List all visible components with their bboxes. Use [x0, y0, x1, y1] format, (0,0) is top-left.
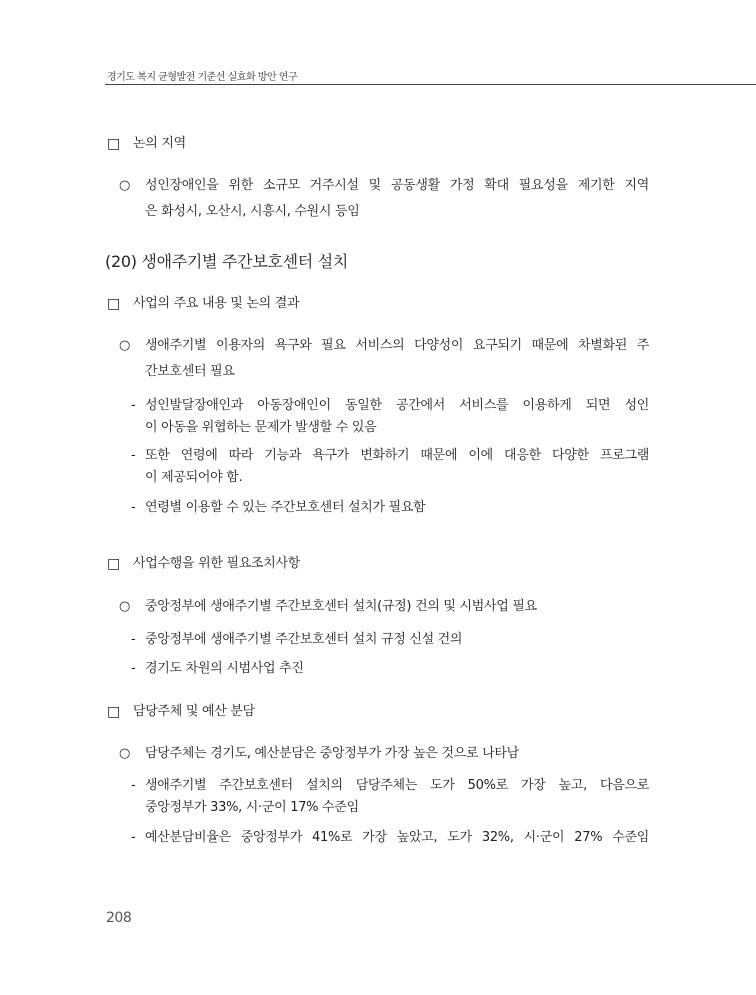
responsibility-sub1-line2: 중앙정부가 33%, 시·군이 17% 수준임: [145, 800, 359, 815]
main-content-sub1-line2: 이 아동을 위협하는 문제가 발생할 수 있음: [145, 420, 377, 435]
responsibility-text: 담당주체는 경기도, 예산분담은 중앙정부가 가장 높은 것으로 나타남: [145, 746, 519, 761]
square-bullet-icon: □: [107, 136, 121, 152]
square-bullet-icon: □: [107, 556, 121, 572]
required-measures-sub2: 경기도 차원의 시범사업 추진: [145, 661, 304, 676]
section-title: (20) 생애주기별 주간보호센터 설치: [105, 252, 349, 271]
circle-bullet-icon: ○: [119, 746, 131, 761]
header-rule: [105, 84, 756, 85]
heading-main-content: 사업의 주요 내용 및 논의 결과: [133, 296, 300, 311]
dash-bullet-icon: -: [131, 830, 136, 845]
heading-responsibility: 담당주체 및 예산 분담: [133, 704, 255, 719]
discussion-region-text-line2: 은 화성시, 오산시, 시흥시, 수원시 등임: [145, 204, 360, 219]
responsibility-sub2: 예산분담비율은 중앙정부가 41%로 가장 높았고, 도가 32%, 시·군이 27% 수준임: [145, 830, 649, 845]
discussion-region-text-line1: 성인장애인을 위한 소규모 거주시설 및 공동생활 가정 확대 필요성을 제기한 지역: [145, 178, 649, 193]
main-content-sub3: 연령별 이용할 수 있는 주간보호센터 설치가 필요함: [145, 500, 426, 515]
dash-bullet-icon: -: [131, 778, 136, 793]
dash-bullet-icon: -: [131, 448, 136, 463]
main-content-sub2-line2: 이 제공되어야 함.: [145, 470, 243, 485]
dash-bullet-icon: -: [131, 632, 136, 647]
main-content-text-line2: 간보호센터 필요: [145, 364, 235, 379]
page-number: 208: [106, 910, 132, 926]
responsibility-sub1-line1: 생애주기별 주간보호센터 설치의 담당주체는 도가 50%로 가장 높고, 다음으로: [145, 778, 649, 793]
dash-bullet-icon: -: [131, 661, 136, 676]
required-measures-sub1: 중앙정부에 생애주기별 주간보호센터 설치 규정 신설 건의: [145, 632, 463, 647]
circle-bullet-icon: ○: [119, 599, 131, 614]
square-bullet-icon: □: [107, 296, 121, 312]
circle-bullet-icon: ○: [119, 178, 131, 193]
main-content-text-line1: 생애주기별 이용자의 욕구와 필요 서비스의 다양성이 요구되기 때문에 차별화된 주: [145, 338, 649, 353]
main-content-sub2-line1: 또한 연령에 따라 기능과 욕구가 변화하기 때문에 이에 대응한 다양한 프로그램: [145, 448, 649, 463]
main-content-sub1-line1: 성인발달장애인과 아동장애인이 동일한 공간에서 서비스를 이용하게 되면 성인: [145, 398, 649, 413]
heading-required-measures: 사업수행을 위한 필요조치사항: [133, 556, 301, 571]
square-bullet-icon: □: [107, 704, 121, 720]
heading-discussion-region: 논의 지역: [133, 136, 186, 151]
dash-bullet-icon: -: [131, 500, 136, 515]
dash-bullet-icon: -: [131, 398, 136, 413]
circle-bullet-icon: ○: [119, 338, 131, 353]
running-header: 경기도 복지 균형발전 기준선 실효화 방안 연구: [107, 72, 298, 83]
required-measures-text: 중앙정부에 생애주기별 주간보호센터 설치(규정) 건의 및 시범사업 필요: [145, 599, 537, 614]
